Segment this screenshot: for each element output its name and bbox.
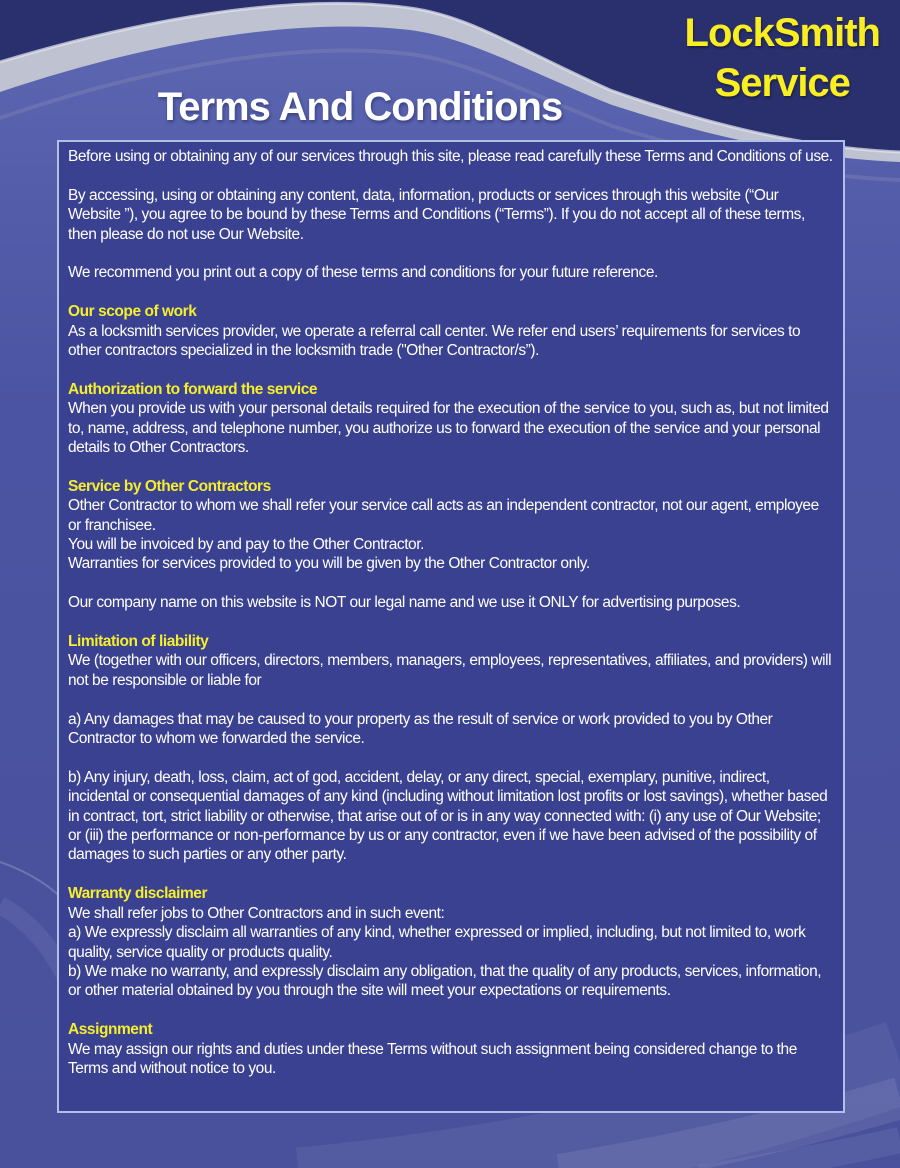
text-line: As a locksmith services provider, we operate a referral call center. We refer end users’ requirements for services to other contractors specialized in the locksmith trade ("Other Contractor/s”). bbox=[68, 322, 801, 360]
terms-section bbox=[68, 884, 834, 1000]
section-heading: Authorization to forward the service bbox=[68, 380, 318, 398]
terms-section bbox=[68, 302, 834, 360]
paragraph bbox=[68, 147, 834, 166]
text-line: We may assign our rights and duties under these Terms without such assignment being considered change to the Terms and without notice to you. bbox=[68, 1040, 797, 1077]
text-line: You will be invoiced by and pay to the Other Contractor. bbox=[68, 536, 424, 554]
paragraph bbox=[68, 593, 834, 612]
paragraph bbox=[68, 1040, 834, 1079]
terms-panel bbox=[57, 140, 845, 1113]
paragraph bbox=[68, 904, 834, 1001]
text-line: Our company name on this website is NOT our legal name and we use it ONLY for advertising purposes. bbox=[68, 594, 741, 612]
terms-section bbox=[68, 477, 834, 613]
section-heading: Our scope of work bbox=[68, 303, 197, 321]
terms-section bbox=[68, 632, 834, 865]
text-line: We shall refer jobs to Other Contractors and in such event: bbox=[68, 904, 445, 922]
terms-section bbox=[68, 147, 834, 166]
terms-section bbox=[68, 263, 834, 282]
paragraph bbox=[68, 496, 834, 574]
page-title: Terms And Conditions bbox=[157, 85, 563, 129]
paragraph bbox=[68, 322, 834, 361]
text-line: b) Any injury, death, loss, claim, act of god, accident, delay, or any direct, special, exemplary, punitive, indirect, incidental or consequential damages of any kind (including without limitation lost profits or lost savings), whether based in contract, tort, strict liability or otherwise, that arise out of or is in any way connected with: (i) any use of Our Website; or (iii) the performance or non-performance by us or any contractor, even if we have been advised of the possibility of damages to such parties or any other party. bbox=[68, 768, 828, 864]
text-line: We (together with our officers, directors, members, managers, employees, representatives, affiliates, and providers) will not be responsible or liable for bbox=[68, 652, 832, 689]
text-line: We recommend you print out a copy of these terms and conditions for your future reference. bbox=[68, 264, 658, 282]
paragraph bbox=[68, 399, 834, 457]
paragraph bbox=[68, 768, 834, 865]
terms-section bbox=[68, 1020, 834, 1078]
text-line: Before using or obtaining any of our services through this site, please read carefully these Terms and Conditions of use. bbox=[68, 148, 833, 165]
paragraph bbox=[68, 263, 834, 282]
section-heading: Limitation of liability bbox=[68, 633, 209, 651]
paragraph bbox=[68, 710, 834, 749]
text-line: Warranties for services provided to you will be given by the Other Contractor only. bbox=[68, 555, 590, 573]
paragraph bbox=[68, 651, 834, 690]
section-heading: Assignment bbox=[68, 1021, 153, 1039]
terms-section bbox=[68, 380, 834, 458]
text-line: Other Contractor to whom we shall refer your service call acts as an independent contractor, not our agent, employee or franchisee. bbox=[68, 497, 819, 534]
section-heading: Service by Other Contractors bbox=[68, 477, 271, 495]
brand-logo-line2: Service bbox=[714, 61, 850, 105]
text-line: a) Any damages that may be caused to your property as the result of service or work provided to you by Other Contractor to whom we forwarded the service. bbox=[68, 710, 773, 748]
text-line: b) We make no warranty, and expressly disclaim any obligation, that the quality of any products, services, information, or other material obtained by you through the site will meet your expectations or requirements. bbox=[68, 962, 822, 1000]
terms-section bbox=[68, 186, 834, 244]
section-heading: Warranty disclaimer bbox=[68, 885, 208, 903]
text-line: a) We expressly disclaim all warranties of any kind, whether expressed or implied, including, but not limited to, work quality, service quality or products quality. bbox=[68, 924, 806, 961]
brand-logo-line1: LockSmith bbox=[684, 11, 880, 55]
text-line: By accessing, using or obtaining any content, data, information, products or services through this website (“Our Website ”), you agree to be bound by these Terms and Conditions (“Terms”). If you do not accept all of these terms, then please do not use Our Website. bbox=[68, 186, 805, 243]
paragraph bbox=[68, 186, 834, 244]
text-line: When you provide us with your personal details required for the execution of the service to you, such as, but not limited to, name, address, and telephone number, you authorize us to forward the execution of the service and your personal details to Other Contractors. bbox=[68, 400, 829, 457]
